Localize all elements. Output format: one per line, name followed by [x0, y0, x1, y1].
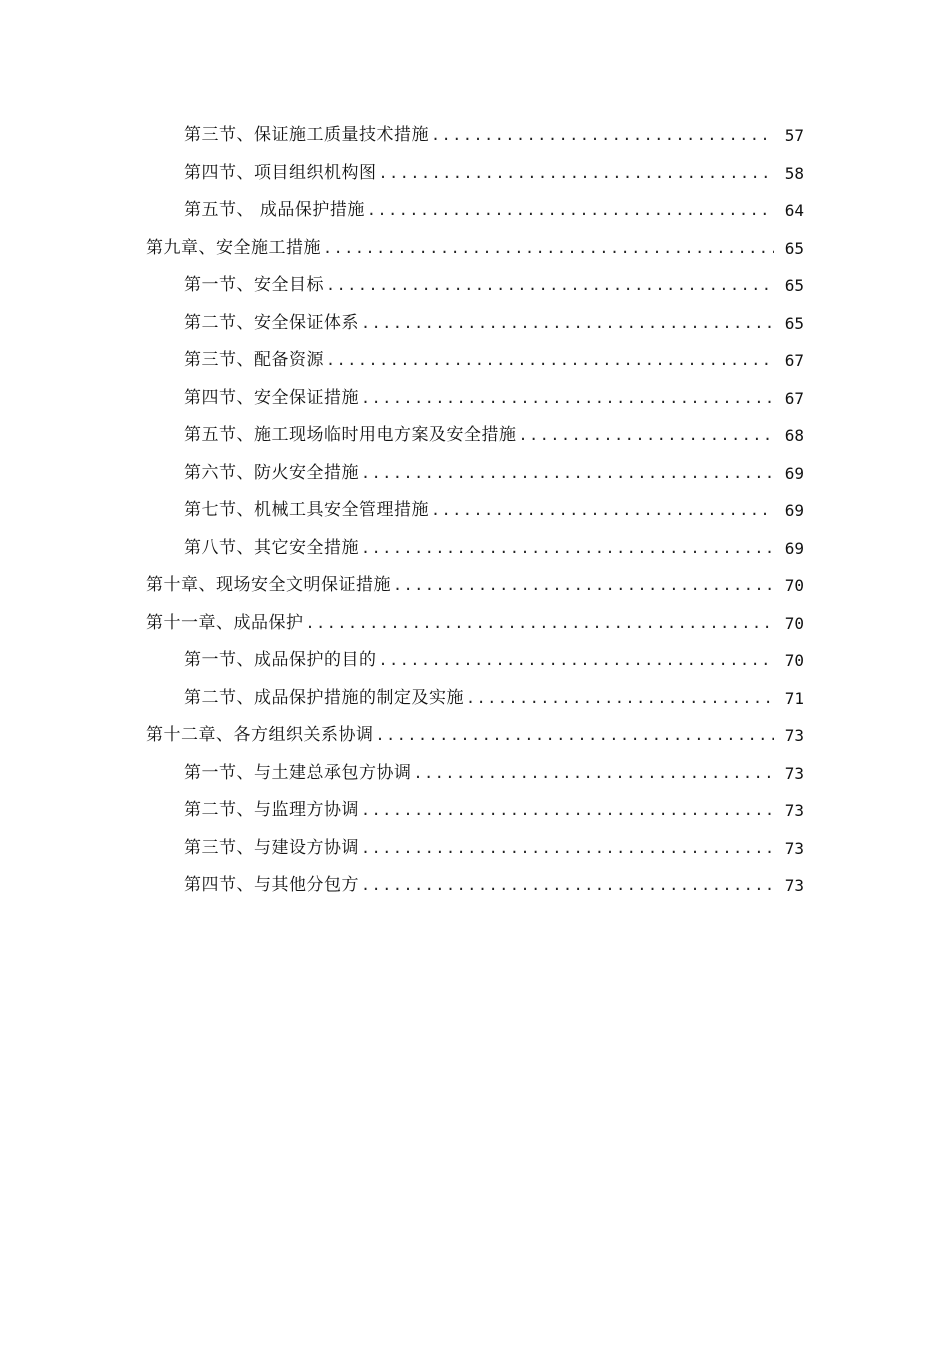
- toc-dot-leader: [306, 605, 775, 643]
- toc-entry-title: 第六节、防火安全措施: [184, 462, 359, 483]
- toc-entry-title: 第七节、机械工具安全管理措施: [184, 500, 429, 520]
- toc-page-number: 71: [784, 688, 804, 708]
- toc-entry[interactable]: [0, 342, 950, 380]
- toc-entry-title: 第五节、施工现场临时用电方案及安全措施: [184, 425, 517, 445]
- toc-dot-leader: [519, 417, 775, 455]
- toc-entry-title: 第三节、配备资源: [184, 350, 324, 370]
- toc-entry[interactable]: [0, 455, 950, 493]
- toc-dot-leader: [431, 492, 774, 530]
- toc-entry-title: 第四节、项目组织机构图: [184, 162, 377, 183]
- toc-dot-leader: [326, 342, 774, 380]
- toc-dot-leader: [414, 755, 775, 793]
- toc-dot-leader: [361, 455, 774, 493]
- toc-chapter-entry[interactable]: [0, 567, 950, 605]
- toc-dot-leader: [466, 680, 774, 718]
- toc-entry-title: 第二节、安全保证体系: [184, 312, 359, 333]
- toc-page-number: 65: [784, 276, 804, 295]
- toc-dot-leader: [379, 155, 775, 193]
- toc-dot-leader: [326, 267, 774, 305]
- toc-entry-title: 第十一章、成品保护: [146, 612, 304, 633]
- toc-dot-leader: [361, 830, 774, 868]
- toc-entry[interactable]: [0, 642, 950, 680]
- toc-dot-leader: [361, 792, 774, 830]
- toc-entry[interactable]: [0, 192, 950, 230]
- toc-entry-title: 第二节、与监理方协调: [184, 800, 359, 820]
- toc-page-number: 64: [784, 201, 804, 220]
- toc-entry[interactable]: [0, 830, 950, 868]
- toc-entry[interactable]: [0, 155, 950, 193]
- toc-entry-title: 第八节、其它安全措施: [184, 537, 359, 558]
- toc-dot-leader: [367, 192, 774, 230]
- toc-dot-leader: [376, 717, 775, 755]
- toc-chapter-entry[interactable]: [0, 717, 950, 755]
- toc-entry[interactable]: [0, 117, 950, 155]
- toc-chapter-entry[interactable]: [0, 605, 950, 643]
- toc-entry[interactable]: [0, 267, 950, 305]
- toc-entry-title: 第四节、与其他分包方: [184, 875, 359, 895]
- table-of-contents: [0, 117, 950, 905]
- toc-entry-title: 第四节、安全保证措施: [184, 387, 359, 408]
- toc-page-number: 70: [784, 613, 804, 633]
- toc-entry[interactable]: [0, 492, 950, 530]
- toc-entry-title: 第一节、安全目标: [184, 275, 324, 295]
- toc-page-number: 67: [784, 351, 804, 370]
- toc-entry-title: 第一节、与土建总承包方协调: [184, 762, 412, 783]
- toc-page-number: 73: [784, 876, 804, 895]
- toc-dot-leader: [323, 230, 774, 268]
- toc-page-number: 70: [784, 576, 804, 595]
- toc-entry[interactable]: [0, 680, 950, 718]
- toc-dot-leader: [361, 305, 774, 343]
- toc-dot-leader: [361, 867, 774, 905]
- toc-entry[interactable]: [0, 792, 950, 830]
- toc-page-number: 73: [784, 838, 804, 858]
- toc-entry[interactable]: [0, 380, 950, 418]
- toc-entry-title: 第五节、 成品保护措施: [184, 200, 365, 220]
- toc-page-number: 65: [784, 313, 804, 333]
- toc-entry-title: 第三节、保证施工质量技术措施: [184, 125, 429, 145]
- toc-page-number: 65: [784, 238, 804, 258]
- toc-page-number: 70: [784, 651, 804, 670]
- toc-page-number: 73: [784, 726, 804, 745]
- toc-entry[interactable]: [0, 530, 950, 568]
- toc-entry-title: 第三节、与建设方协调: [184, 837, 359, 858]
- toc-entry-title: 第十章、现场安全文明保证措施: [146, 575, 391, 595]
- toc-entry[interactable]: [0, 417, 950, 455]
- toc-entry-title: 第一节、成品保护的目的: [184, 650, 377, 670]
- toc-dot-leader: [361, 380, 774, 418]
- toc-dot-leader: [361, 530, 774, 568]
- toc-page-number: 73: [784, 801, 804, 820]
- toc-dot-leader: [379, 642, 775, 680]
- toc-entry[interactable]: [0, 867, 950, 905]
- toc-page-number: 57: [784, 126, 804, 145]
- toc-dot-leader: [431, 117, 774, 155]
- toc-entry-title: 第九章、安全施工措施: [146, 237, 321, 258]
- toc-page-number: 68: [784, 426, 804, 445]
- toc-page-number: 69: [784, 501, 804, 520]
- toc-entry[interactable]: [0, 755, 950, 793]
- toc-chapter-entry[interactable]: [0, 230, 950, 268]
- toc-entry-title: 第十二章、各方组织关系协调: [146, 725, 374, 745]
- toc-page-number: 69: [784, 538, 804, 558]
- toc-entry[interactable]: [0, 305, 950, 343]
- toc-page-number: 58: [784, 163, 804, 183]
- toc-page-number: 69: [784, 463, 804, 483]
- toc-page-number: 73: [784, 763, 804, 783]
- toc-dot-leader: [393, 567, 774, 605]
- toc-entry-title: 第二节、成品保护措施的制定及实施: [184, 687, 464, 708]
- toc-page-number: 67: [784, 388, 804, 408]
